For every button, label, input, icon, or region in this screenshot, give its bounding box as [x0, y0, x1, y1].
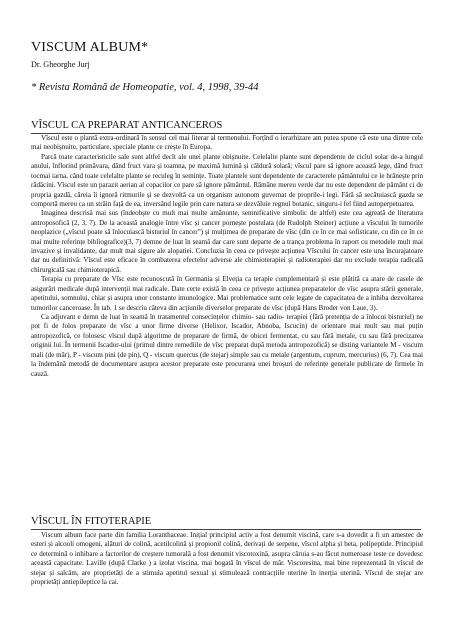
paragraph: Terapia cu preparate de Vîsc este recunoscută în Germania și Elveția ca terapie complementară și este plătită ca atare de casele de asigurări medicale după intervenții mai radicale. Date certe există în ceea ce privește acțiunea preparatelor de vîsc asupra stării generale, apetitului, somnului, chiar și asupra unor constante imunologice. Mai problematice sunt cele legate de capacitatea de a inhiba dezvoltarea tumorilor canceroase. În tab. 1 se descriu câteva din acțiunile diverselor preparate de vîsc (după Hans Broder von Laue, 3). — [31, 275, 423, 312]
source-citation — [31, 82, 258, 93]
paragraph: Vîscul este o plantă extra-ordinară în sensul cel mai literar al termenului. Forțînd o ierarhizare am putea spune că este una dintre cele mai neobișnuite, particulare, speciale plante ce crește în Europa. — [31, 134, 423, 152]
section-heading-phytotherapy: VÎSCUL ÎN FITOTERAPIE — [31, 516, 152, 527]
author-name: Dr. Gheorghe Jurj — [31, 60, 90, 69]
document-title: VISCUM ALBUM* — [31, 40, 149, 55]
paragraph: Imaginea descrisă mai sus (îndeobște cu mult mai multe amănunte, semnificative simbolic de altfel) este cea agreată de literatura antroposofică (2, 3, 7). De la această analogie între vîsc și cancer pornește postulata (de Rudolph Steiner) acțiune a vîscului în tumorile neoplazice („vîscul poate să înlocuiască bisturiul în cancer”) și mulțimea de preparate de vîsc (din ce în ce mai sofisticate, cu din ce în ce mai multe referințe bibliografice)(3, 7) demne de luat în seamă dar care sunt departe de a trança problema în raport cu metodele mult mai invazive și invalidante, dar mult mai sigure ale alopatiei. Concluzia în ceea ce privește acțiunea Vîscului în cancer este una încurajatoare dar nu definitivă: Vîscul este eficace în combaterea efectelor adverse ale chimioterapiei și radioterapiei dar nu exclude terapia radicală chirurgicală sau chimioterapică. — [31, 209, 423, 274]
section-body-phytotherapy — [31, 531, 423, 588]
section-divider — [31, 529, 421, 530]
source-citation-text: * Revista Română de Homeopatie, vol. 4, 1998, 39-44 — [31, 82, 259, 93]
paragraph: Viscum album face parte din familia Loranthaceae. Inițial principiul activ a fost denumit viscină, care s-a dovedit a fi un amestec de esteri și alcooli omogeni, alături de colină, acetilcolină și propionil colină, derivați de serpene, vîscol alpha și beta, polipeptide. Principiul ce determină o inhibare a factorilor de creștere tumorală a fost denumit viscotoxină, asupra căruia s-au făcut numeroase teste ce dovedesc această capacitate. Laville (după Clarke ) a izolat viscina, mai bogată în vîscul de măr. Viscoresina, mai bine reprezentată în vîscul de stejar și salcâm, are proprietăți de a stimula apetitul sexual și stimulează contracțiile uterine în inerția uterină. Vîscul de stejar are proprietăți antiepileptice la cai. — [31, 531, 423, 587]
section-heading-anticancer: VÎSCUL CA PREPARAT ANTICANCEROS — [31, 120, 223, 131]
paragraph: Parcă toate caracteristicile sale sunt altfel decît ale unei plante obișnuite. Celelalte plante sunt dependente de ciclul solar de-a lungul anului, înflorind primăvara, dând fruct vara și toamna, pe maximă lumină și căldură solară; vîscul pare să ignore această lege, dând fruct tocmai iarna, când toate celelalte plante se reculeg în semințe. Toate plantele sunt dependente de caracterele pământului ce le hrănește prin rădăcini. Vîscul este un parazit aerian al copacilor ce pare să ignore pământul. Rămâne mereu verde dar nu este dependent de pământ ci de propria gazdă, căreia îi ignoră ritmurile și se dezvoltă ca un organism autonom guvernat de proprile-i legi. Fără să secătuiască gazda se comportă mereu ca un străin față de ea, inversând legile prin care natura se dezvăluie regnul botanic, singuru-i fel fiind autoperpetuarea. — [31, 152, 423, 208]
paragraph: Ca adjuvant e demn de luat în seamă în tratamentul consecințelor chimio- sau radio- terapiei (fără pretenția de a înlocui bisturiul) ne pot fi de folos preparate de vîsc a unor firme diverse (Helixor, Iscador, Abnoba, Iscucin) de orientare mai mult sau mai puțin antropozofică, ce folosesc vîscul după algoritme de preparare de firmă, de obicei fermentat, cu sau fără metale, cu sau fără precizarea originii lui. În termenii Iscador-ului (primul dintre remediile de vîsc preparat după metoda antropozofică) se disting variantele M - viscum mali (de măr), P - viscum pini (de pin), Q - viscum quercus (de stejar) simple sau cu metale (argentum, cuprum, mercurius) (6, 7). Cea mai la îndemână metodă de documentare asupra acestor preparate este procurarea unei broșuri de referințe generale publicate de firmele în cauză. — [31, 313, 423, 378]
section-body-anticancer — [31, 134, 423, 379]
